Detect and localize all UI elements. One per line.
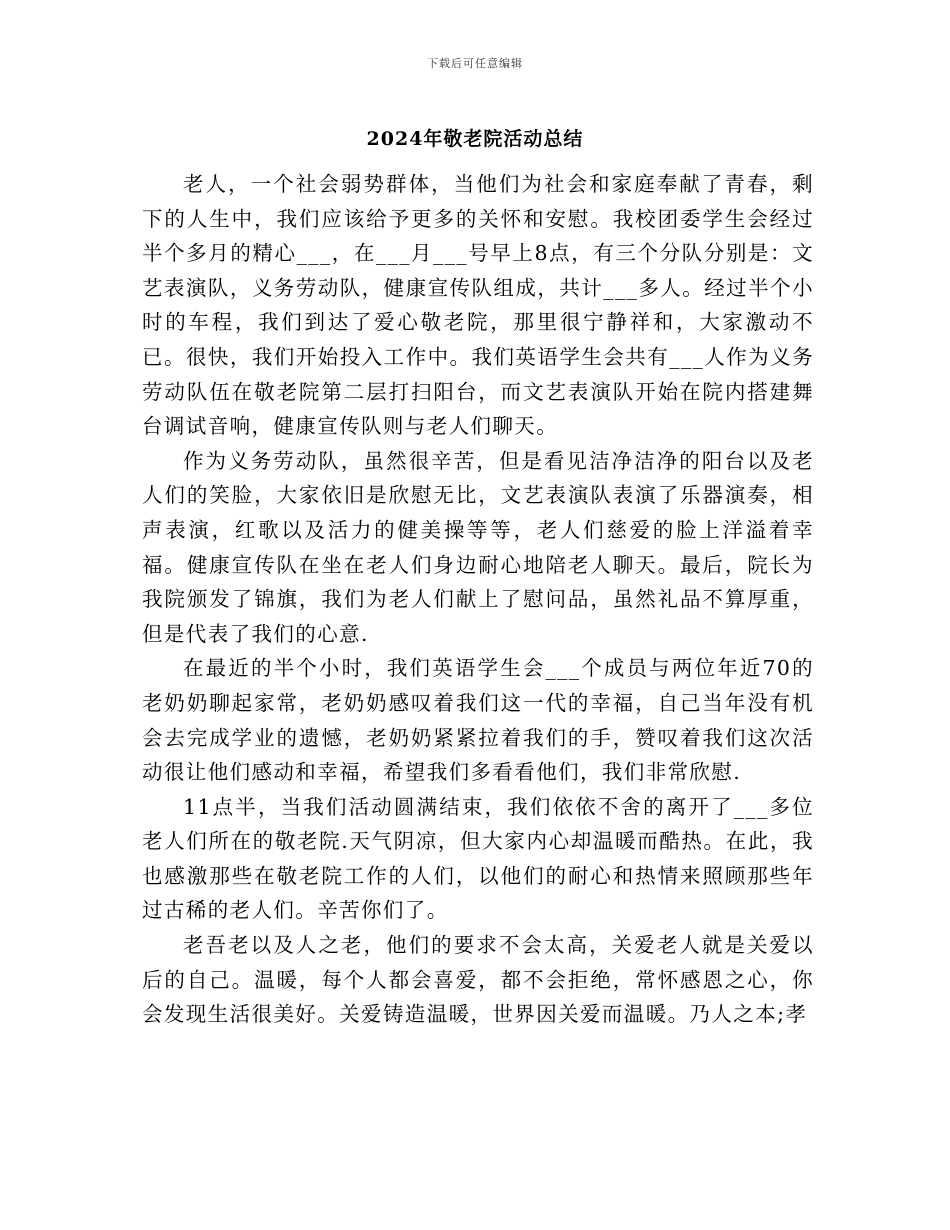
paragraph-1: 老人，一个社会弱势群体，当他们为社会和家庭奉献了青春，剩下的人生中，我们应该给予更多的关怀和安慰。我校团委学生会经过半个多月的精心___，在___月___号早上8点，有三个分队分别是：文艺表演队，义务劳动队，健康宣传队组成，共计___多人。经过半个小时的车程，我们到达了爱心敬老院，那里很宁静祥和，大家激动不已。很快，我们开始投入工作中。我们英语学生会共有___人作为义务劳动队伍在敬老院第二层打扫阳台，而文艺表演队开始在院内搭建舞台调试音响，健康宣传队则与老人们聊天。: [142, 172, 814, 439]
paragraph-5: 老吾老以及人之老，他们的要求不会太高，关爱老人就是关爱以后的自己。温暖，每个人都会喜爱，都不会拒绝，常怀感恩之心，你会发现生活很美好。关爱铸造温暖，世界因关爱而温暖。乃人之本;孝: [142, 933, 814, 1027]
document-title: 2024年敬老院活动总结: [366, 128, 584, 150]
document-body: [142, 167, 814, 1032]
paragraph-2: 作为义务劳动队，虽然很辛苦，但是看见洁净洁净的阳台以及老人们的笑脸，大家依旧是欣慰无比，文艺表演队表演了乐器演奏，相声表演，红歌以及活力的健美操等等，老人们慈爱的脸上洋溢着幸福。健康宣传队在坐在老人们身边耐心地陪老人聊天。最后，院长为我院颁发了锦旗，我们为老人们献上了慰问品，虽然礼品不算厚重，但是代表了我们的心意.: [142, 448, 814, 646]
paragraph-3: 在最近的半个小时，我们英语学生会___个成员与两位年近70的老奶奶聊起家常，老奶奶感叹着我们这一代的幸福，自己当年没有机会去完成学业的遗憾，老奶奶紧紧拉着我们的手，赞叹着我们这次活动很让他们感动和幸福，希望我们多看看他们，我们非常欣慰.: [142, 656, 814, 785]
page-header: 下载后可任意编辑: [427, 57, 523, 70]
paragraph-4: 11点半，当我们活动圆满结束，我们依依不舍的离开了___多位老人们所在的敬老院.天气阴凉，但大家内心却温暖而酷热。在此，我也感激那些在敬老院工作的人们，以他们的耐心和热情来照顾那些年过古稀的老人们。辛苦你们了。: [142, 794, 814, 923]
